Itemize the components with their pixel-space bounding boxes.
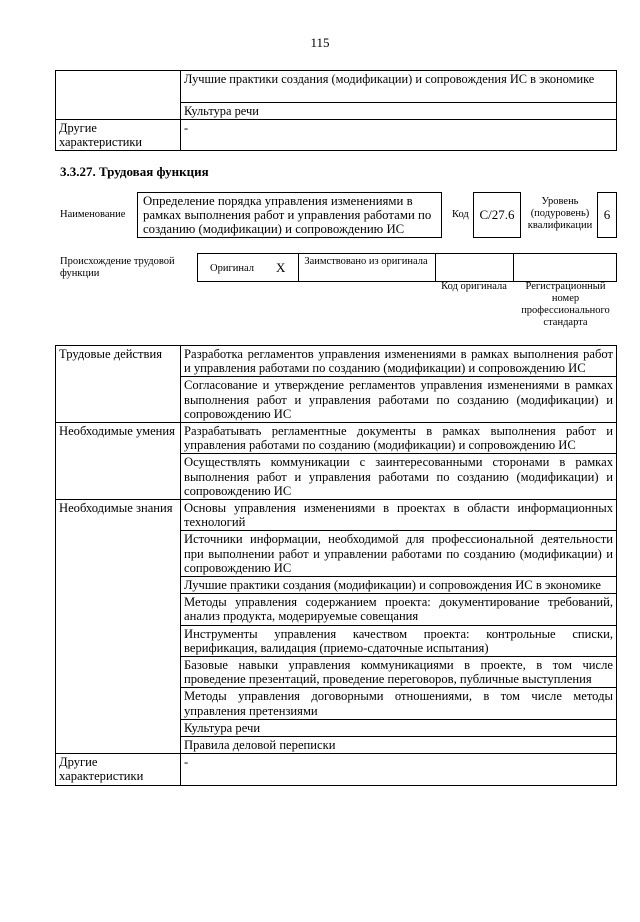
code-caption: Код оригинала — [441, 281, 507, 292]
knowledge-label: Необходимые знания — [56, 500, 181, 754]
divider — [435, 254, 436, 281]
action-item: Согласование и утверждение регламентов управления изменениями в рамках выполнения работ и управления работами по созданию (модификации) и сопровождению ИС — [181, 377, 617, 423]
knowledge-item: Методы управления содержанием проекта: документирование требований, анализ продукта, модерируемые совещания — [181, 594, 617, 625]
function-name: Определение порядка управления изменениями в рамках выполнения работ и управления работами по созданию (модификации) и сопровождению ИС — [137, 192, 442, 238]
top-other-value: - — [181, 120, 617, 151]
skill-item: Разрабатывать регламентные документы в рамках выполнения работ и управления работами по созданию (модификации) и сопровождению ИС — [181, 423, 617, 454]
knowledge-item: Источники информации, необходимой для профессиональной деятельности при выполнении работ и управлении работами по созданию (модификации) и сопровождению ИС — [181, 531, 617, 577]
knowledge-item: Методы управления договорными отношениями, в том числе методы управления претензиями — [181, 688, 617, 719]
top-table-row: Лучшие практики создания (модификации) и сопровождения ИС в экономике — [181, 71, 617, 103]
origin-label: Происхождение трудовой функции — [60, 256, 175, 279]
original-mark: X — [276, 260, 286, 275]
section-title: 3.3.27. Трудовая функция — [60, 164, 209, 179]
code-label: Код — [452, 209, 469, 220]
other-value: - — [181, 754, 617, 785]
action-item: Разработка регламентов управления изменениями в рамках выполнения работ и управления работами по созданию (модификации) и сопровождению ИС — [181, 346, 617, 377]
level-label: Уровень (подуровень) квалификации — [527, 196, 593, 231]
divider — [513, 254, 514, 281]
knowledge-item: Основы управления изменениями в проектах в области информационных технологий — [181, 500, 617, 531]
knowledge-item: Базовые навыки управления коммуникациями в проекте, в том числе проведение презентаций, проведение переговоров, публичные выступления — [181, 657, 617, 688]
divider — [298, 254, 299, 281]
borrowed-label: Заимствовано из оригинала — [304, 256, 428, 267]
top-table-row: Культура речи — [181, 103, 617, 120]
knowledge-item: Правила деловой переписки — [181, 737, 617, 754]
skills-label: Необходимые умения — [56, 423, 181, 500]
top-other-label: Другие характеристики — [56, 120, 181, 151]
top-table — [55, 70, 617, 151]
original-label: Оригинал — [210, 263, 254, 274]
name-label: Наименование — [60, 209, 126, 220]
knowledge-item: Инструменты управления качеством проекта: контрольные списки, верификация, валидация (приемо-сдаточные испытания) — [181, 625, 617, 656]
knowledge-item: Лучшие практики создания (модификации) и сопровождения ИС в экономике — [181, 577, 617, 594]
level-value: 6 — [597, 192, 617, 238]
main-table — [55, 345, 617, 786]
other-label: Другие характеристики — [56, 754, 181, 785]
skill-item: Осуществлять коммуникации с заинтересованными сторонами в рамках выполнения работ и управления работами по созданию (модификации) и сопровождению ИС — [181, 454, 617, 500]
function-code: C/27.6 — [473, 192, 521, 238]
page-number: 115 — [310, 35, 330, 50]
actions-label: Трудовые действия — [56, 346, 181, 423]
knowledge-item: Культура речи — [181, 719, 617, 736]
origin-box — [197, 253, 617, 282]
reg-caption: Регистрационный номер профессионального стандарта — [521, 281, 610, 328]
